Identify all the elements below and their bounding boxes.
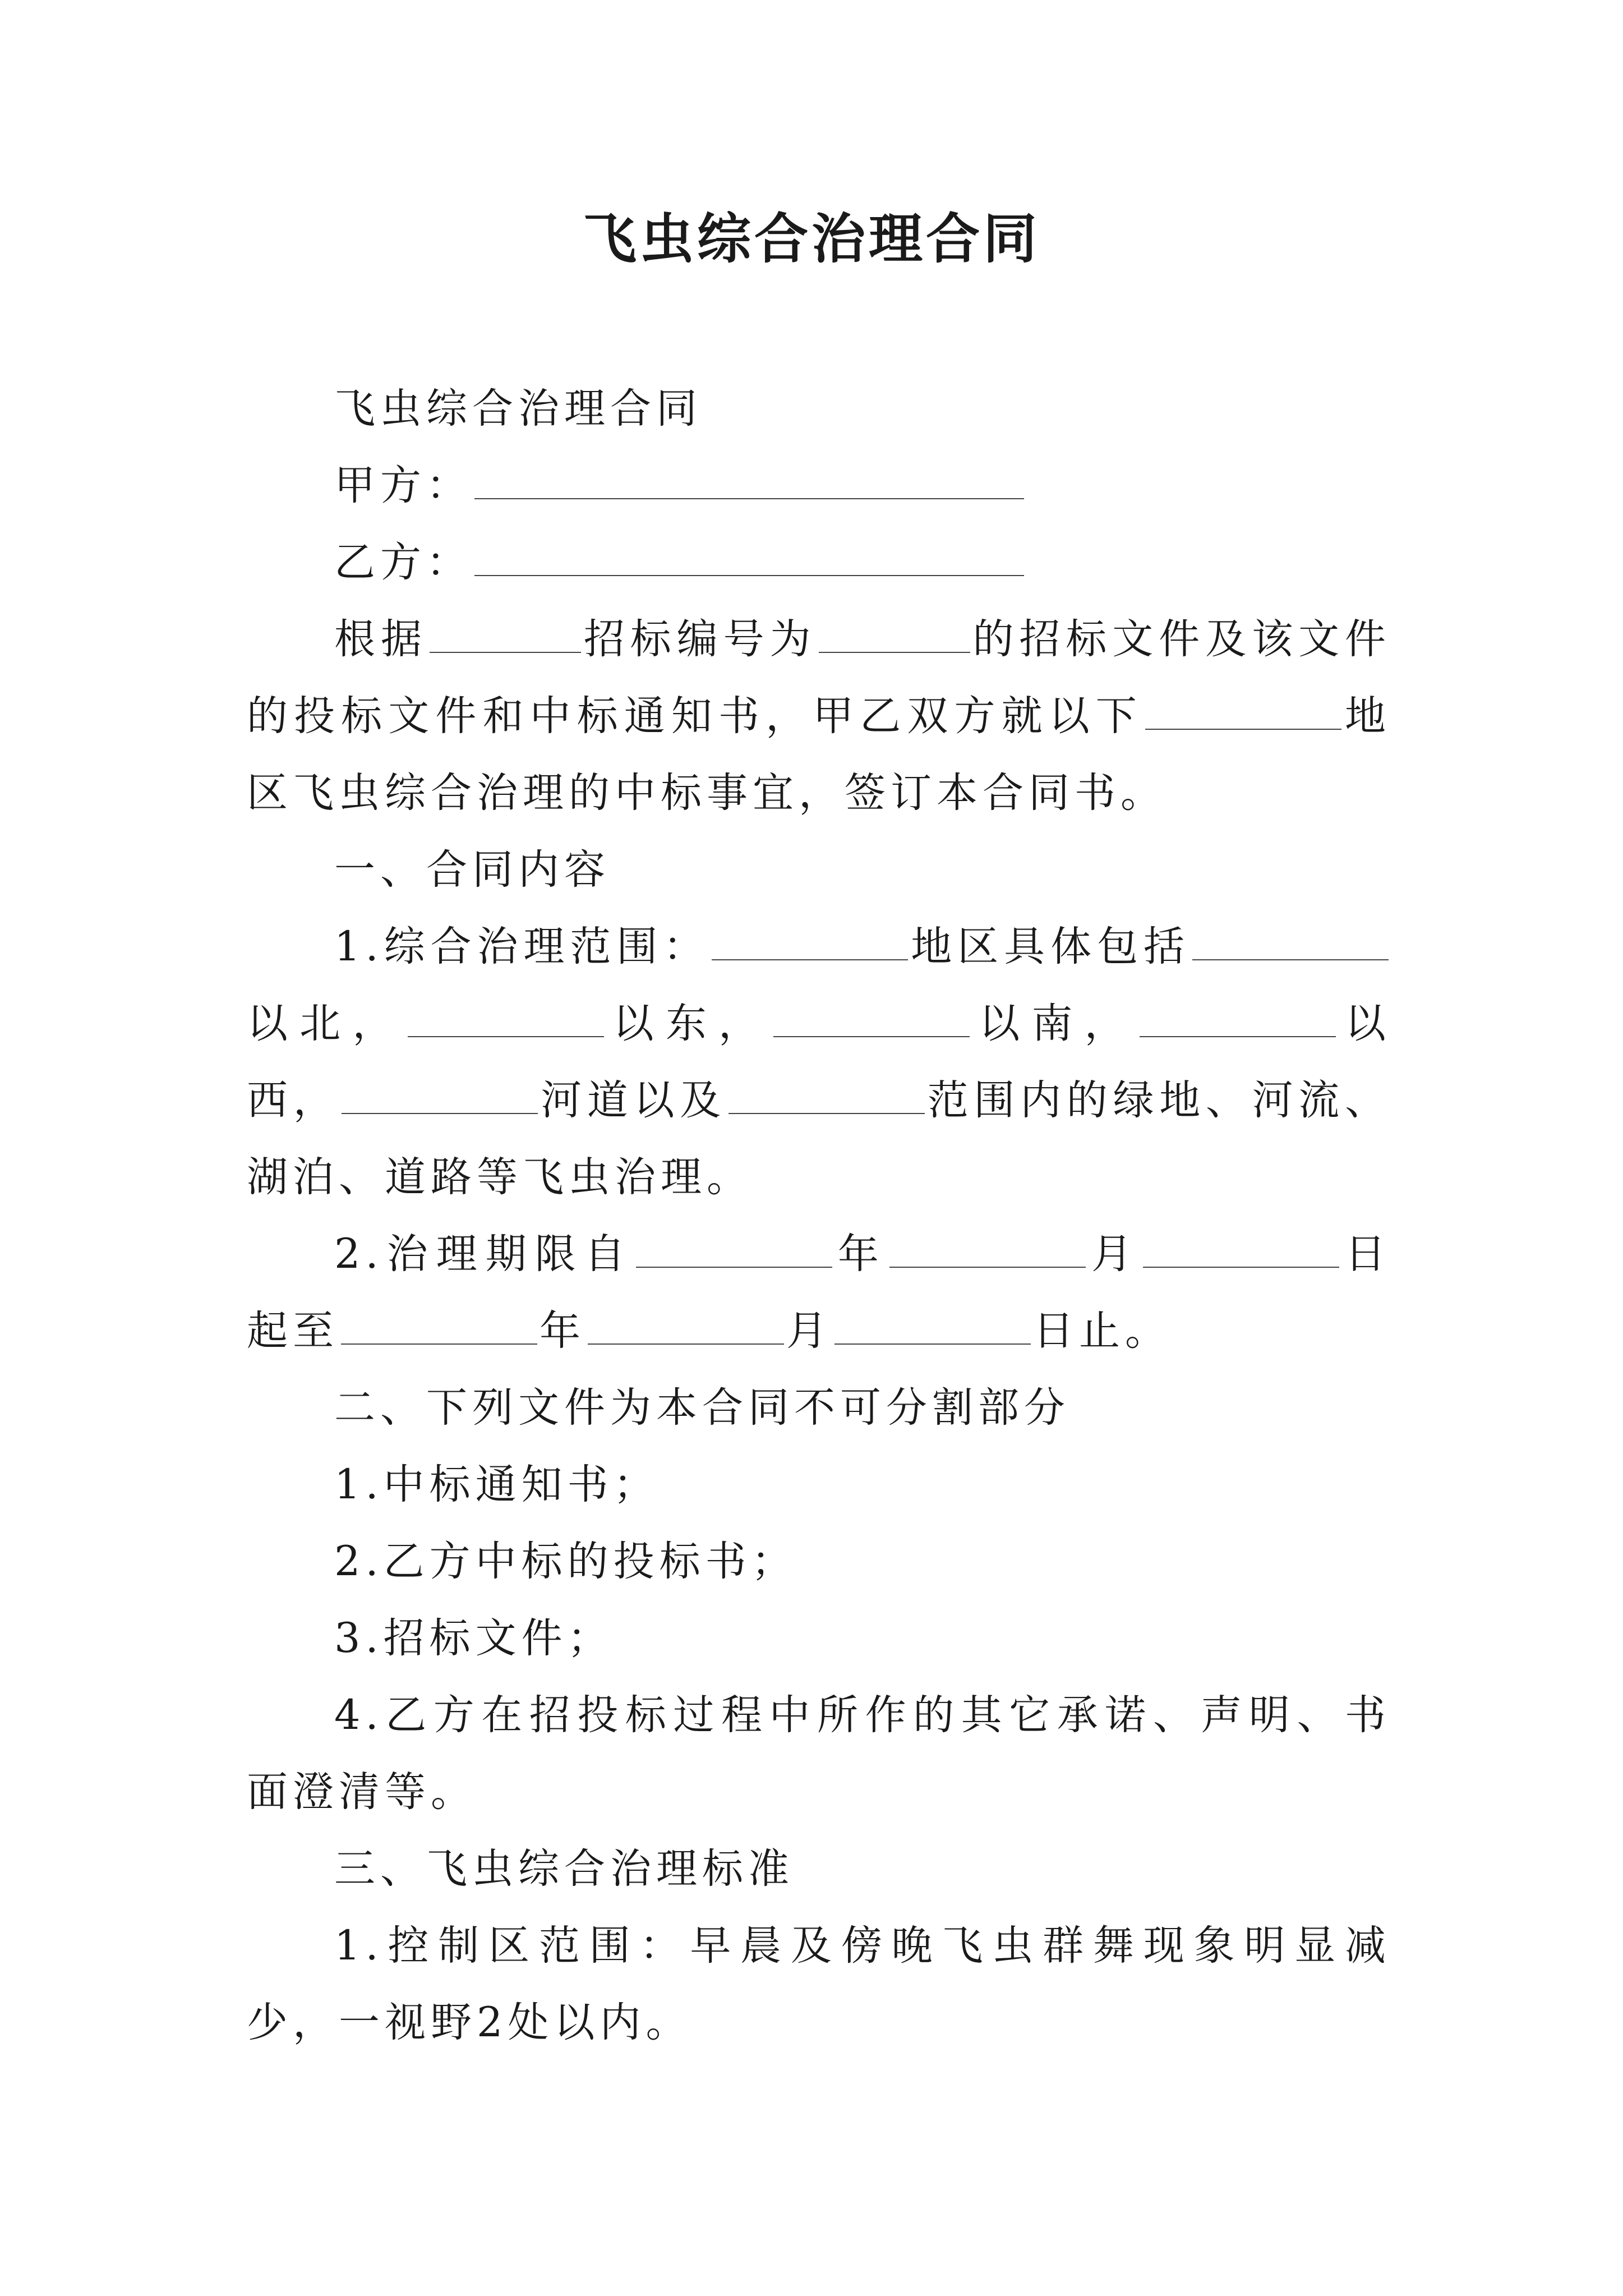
text-segment: 范围内的绿地、河流、湖泊、道路等飞虫治理。: [247, 1076, 1391, 1201]
text-segment: 河道以及: [540, 1076, 726, 1124]
clause-2-3: [247, 1600, 1391, 1677]
fill-blank[interactable]: [1140, 1000, 1336, 1037]
clause-2-2: [247, 1523, 1391, 1600]
fill-blank[interactable]: [430, 616, 581, 653]
text-segment: 2.乙方中标的投标书；: [334, 1538, 797, 1585]
party-b-blank[interactable]: [474, 539, 1024, 576]
clause-1-2: [247, 1216, 1391, 1369]
document-title: 飞虫综合治理合同: [583, 208, 1040, 270]
fill-blank[interactable]: [636, 1231, 832, 1268]
section-heading-text: 三、飞虫综合治理标准: [334, 1845, 794, 1893]
subtitle-text: 飞虫综合治理合同: [334, 385, 702, 432]
text-segment: 月: [1087, 1230, 1141, 1278]
fill-blank[interactable]: [773, 1000, 970, 1037]
text-segment: 1.综合治理范围：: [334, 923, 710, 970]
text-segment: 月: [786, 1307, 832, 1355]
text-segment: 以北，: [247, 1000, 405, 1047]
section-heading-text: 一、合同内容: [334, 846, 610, 894]
paragraph-basis: [247, 601, 1391, 831]
text-segment: 的招标文件及该文件的投标文件和中标通知书，甲乙双方就以下: [247, 615, 1391, 740]
document-body: [247, 370, 1391, 2061]
clause-1-1: [247, 908, 1391, 1216]
fill-blank[interactable]: [834, 1308, 1031, 1345]
text-segment: 以西，: [247, 1000, 1391, 1124]
section-1-heading: [247, 831, 1391, 908]
fill-blank[interactable]: [728, 1077, 925, 1114]
fill-blank[interactable]: [1192, 923, 1389, 960]
text-segment: 根据: [334, 615, 427, 663]
fill-blank[interactable]: [1145, 693, 1341, 730]
fill-blank[interactable]: [819, 616, 970, 653]
fill-blank[interactable]: [712, 923, 908, 960]
fill-blank[interactable]: [341, 1308, 537, 1345]
party-b-label: 乙方：: [334, 539, 472, 586]
text-segment: 3.招标文件；: [334, 1614, 614, 1662]
party-a-blank[interactable]: [474, 462, 1024, 499]
text-segment: 以东，: [606, 1000, 772, 1047]
text-segment: 日起至: [247, 1230, 1391, 1355]
section-3-heading: [247, 1830, 1391, 1907]
fill-blank[interactable]: [408, 1000, 604, 1037]
text-segment: 1.中标通知书；: [334, 1461, 660, 1508]
fill-blank[interactable]: [889, 1231, 1086, 1268]
section-heading-text: 二、下列文件为本合同不可分割部分: [334, 1384, 1070, 1432]
fill-blank[interactable]: [1143, 1231, 1339, 1268]
text-segment: 2.治理期限自: [334, 1230, 634, 1278]
party-a-line: [247, 447, 1391, 524]
clause-2-1: [247, 1446, 1391, 1523]
party-b-line: [247, 524, 1391, 601]
text-segment: 地区飞虫综合治理的中标事宜，签订本合同书。: [247, 692, 1391, 817]
text-segment: 以南，: [972, 1000, 1137, 1047]
text-segment: 年: [834, 1230, 887, 1278]
text-segment: 地区具体包括: [910, 923, 1191, 970]
text-segment: 4.乙方在招投标过程中所作的其它承诺、声明、书面澄清等。: [247, 1691, 1391, 1816]
text-segment: 日止。: [1033, 1307, 1171, 1355]
subtitle: [247, 370, 1391, 447]
text-segment: 1.控制区范围：早晨及傍晚飞虫群舞现象明显减少，一视野2处以内。: [247, 1922, 1391, 2046]
party-a-label: 甲方：: [334, 462, 472, 509]
text-segment: 招标编号为: [583, 615, 817, 663]
fill-blank[interactable]: [588, 1308, 784, 1345]
clause-3-1: [247, 1907, 1391, 2061]
clause-2-4: [247, 1677, 1391, 1830]
text-segment: 年: [540, 1307, 585, 1355]
fill-blank[interactable]: [342, 1077, 538, 1114]
section-2-heading: [247, 1369, 1391, 1446]
